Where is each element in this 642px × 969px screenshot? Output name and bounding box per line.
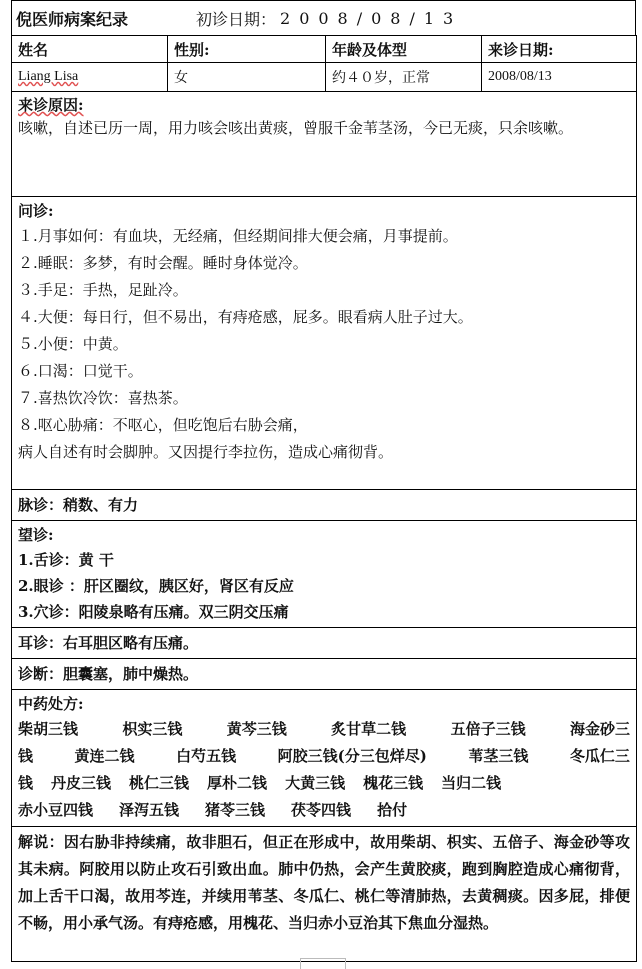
patient-sex[interactable]: 女	[168, 63, 326, 92]
column-age-header: 年龄及体型	[326, 36, 482, 63]
inquiry-item: １.月事如何：有血块，无经痛，但经期间排大便会痛，月事提前。	[18, 227, 458, 245]
prescription-title: 中药处方:	[18, 695, 84, 713]
pulse-diagnosis[interactable]: 脉诊：稍数、有力	[12, 490, 637, 521]
reason-title: 来诊原因:	[18, 96, 84, 114]
observation-title: 望诊:	[18, 526, 54, 544]
record-header	[11, 0, 636, 35]
reason-cell[interactable]	[12, 92, 637, 197]
inquiry-item: 病人自述有时会脚肿。又因提行李拉伤，造成心痛彻背。	[18, 443, 394, 461]
observation-item: 1.舌诊：黄 干	[18, 551, 114, 569]
observation-row	[12, 521, 637, 628]
herb-item: 钱	[18, 774, 34, 792]
inquiry-item: ３.手足：手热，足趾冷。	[18, 281, 188, 299]
herb-list	[18, 716, 630, 824]
herb-item: 泽泻五钱	[119, 801, 180, 819]
patient-name-text: Liang Lisa	[18, 69, 79, 84]
herb-item: 冬瓜仁三	[569, 747, 630, 765]
first-visit-date-label: 初诊日期：	[196, 9, 277, 29]
ear-diagnosis[interactable]: 耳诊：右耳胆区略有压痛。	[12, 628, 637, 659]
herb-item: 苇茎三钱	[468, 747, 529, 765]
inquiry-row	[12, 197, 637, 490]
herb-item: 丹皮三钱	[51, 774, 112, 792]
patient-visit-date[interactable]: 2008/08/13	[482, 63, 637, 92]
herb-item: 赤小豆四钱	[18, 801, 94, 819]
herb-row	[18, 797, 630, 824]
explanation-row	[12, 827, 637, 962]
explanation-text: 解说：因右胁非持续痛，故非胆石，但正在形成中，故用柴胡、枳实、五倍子、海金砂等攻其未病。阿胶用以防止攻石引致出血。肺中仍热，会产生黄胶痰，跑到胸腔造成心痛彻背，加上舌干口渴，故用芩连，并续用苇茎、冬瓜仁、桃仁等清肺热，去黄稠痰。因多屁，排便不畅，用小承气汤。有痔疮感，用槐花、当归赤小豆治其下焦血分湿热。	[18, 833, 630, 932]
observation-item: 2.眼诊 ：肝区圈纹，胰区好，肾区有反应	[18, 577, 294, 595]
record-table	[11, 35, 637, 962]
reason-row	[12, 92, 637, 197]
first-visit-date-value: 2008/08/13	[280, 8, 463, 28]
herb-item: 茯苓四钱	[291, 801, 352, 819]
herb-item: 钱	[18, 747, 34, 765]
inquiry-item: ７.喜热饮冷饮：喜热茶。	[18, 389, 188, 407]
observation-item: 3.穴诊：阳陵泉略有压痛。双三阴交压痛	[18, 603, 289, 621]
herb-item: 枳实三钱	[122, 720, 183, 738]
herb-item: 五倍子三钱	[450, 720, 526, 738]
explanation-cell[interactable]	[12, 827, 637, 962]
column-header-row	[12, 36, 637, 63]
patient-age-build[interactable]: 约４０岁，正常	[326, 63, 482, 92]
column-visit-date-header: 来诊日期:	[482, 36, 637, 63]
observation-cell[interactable]	[12, 521, 637, 628]
herb-item: 厚朴二钱	[207, 774, 268, 792]
herb-item: 阿胶三钱(分三包烊尽)	[277, 747, 427, 765]
ear-row	[12, 628, 637, 659]
herb-item: 猪苓三钱	[205, 801, 266, 819]
reason-text: 咳嗽，自述已历一周，用力咳会咳出黄痰，曾服千金苇茎汤，今已无痰，只余咳嗽。	[18, 119, 574, 137]
inquiry-cell[interactable]	[12, 197, 637, 490]
herb-row	[18, 770, 630, 797]
herb-item: 槐花三钱	[363, 774, 424, 792]
column-sex-header: 性别:	[168, 36, 326, 63]
herb-item: 黄连二钱	[74, 747, 135, 765]
pulse-row	[12, 490, 637, 521]
inquiry-item: ６.口渴：口觉干。	[18, 362, 143, 380]
inquiry-item: ５.小便：中黄。	[18, 335, 128, 353]
case-record	[11, 0, 636, 962]
prescription-row	[12, 690, 637, 827]
herb-item: 桃仁三钱	[129, 774, 190, 792]
herb-row	[18, 743, 630, 770]
herb-row	[18, 716, 630, 743]
inquiry-title: 问诊:	[18, 202, 54, 220]
herb-item: 当归二钱	[441, 774, 502, 792]
inquiry-item: ８.呕心胁痛：不呕心，但吃饱后右胁会痛，	[18, 416, 308, 434]
page-tab-marker	[300, 958, 346, 969]
patient-row	[12, 63, 637, 92]
patient-name[interactable]	[12, 63, 168, 92]
inquiry-item: ２.睡眠：多梦，有时会醒。睡时身体觉冷。	[18, 254, 308, 272]
column-name-header: 姓名	[12, 36, 168, 63]
inquiry-item: ４.大便：每日行，但不易出，有痔疮感，屁多。眼看病人肚子过大。	[18, 308, 473, 326]
herb-item: 炙甘草二钱	[331, 720, 407, 738]
herb-item: 黄芩三钱	[226, 720, 287, 738]
herb-item: 大黄三钱	[285, 774, 346, 792]
final-diagnosis[interactable]: 诊断：胆囊塞，肺中燥热。	[12, 659, 637, 690]
record-title: 倪医师病案纪录	[16, 9, 129, 29]
herb-item: 柴胡三钱	[18, 720, 79, 738]
herb-item: 拾付	[377, 801, 408, 819]
herb-item: 海金砂三	[569, 720, 630, 738]
prescription-cell[interactable]	[12, 690, 637, 827]
herb-item: 白芍五钱	[176, 747, 237, 765]
diagnosis-row	[12, 659, 637, 690]
